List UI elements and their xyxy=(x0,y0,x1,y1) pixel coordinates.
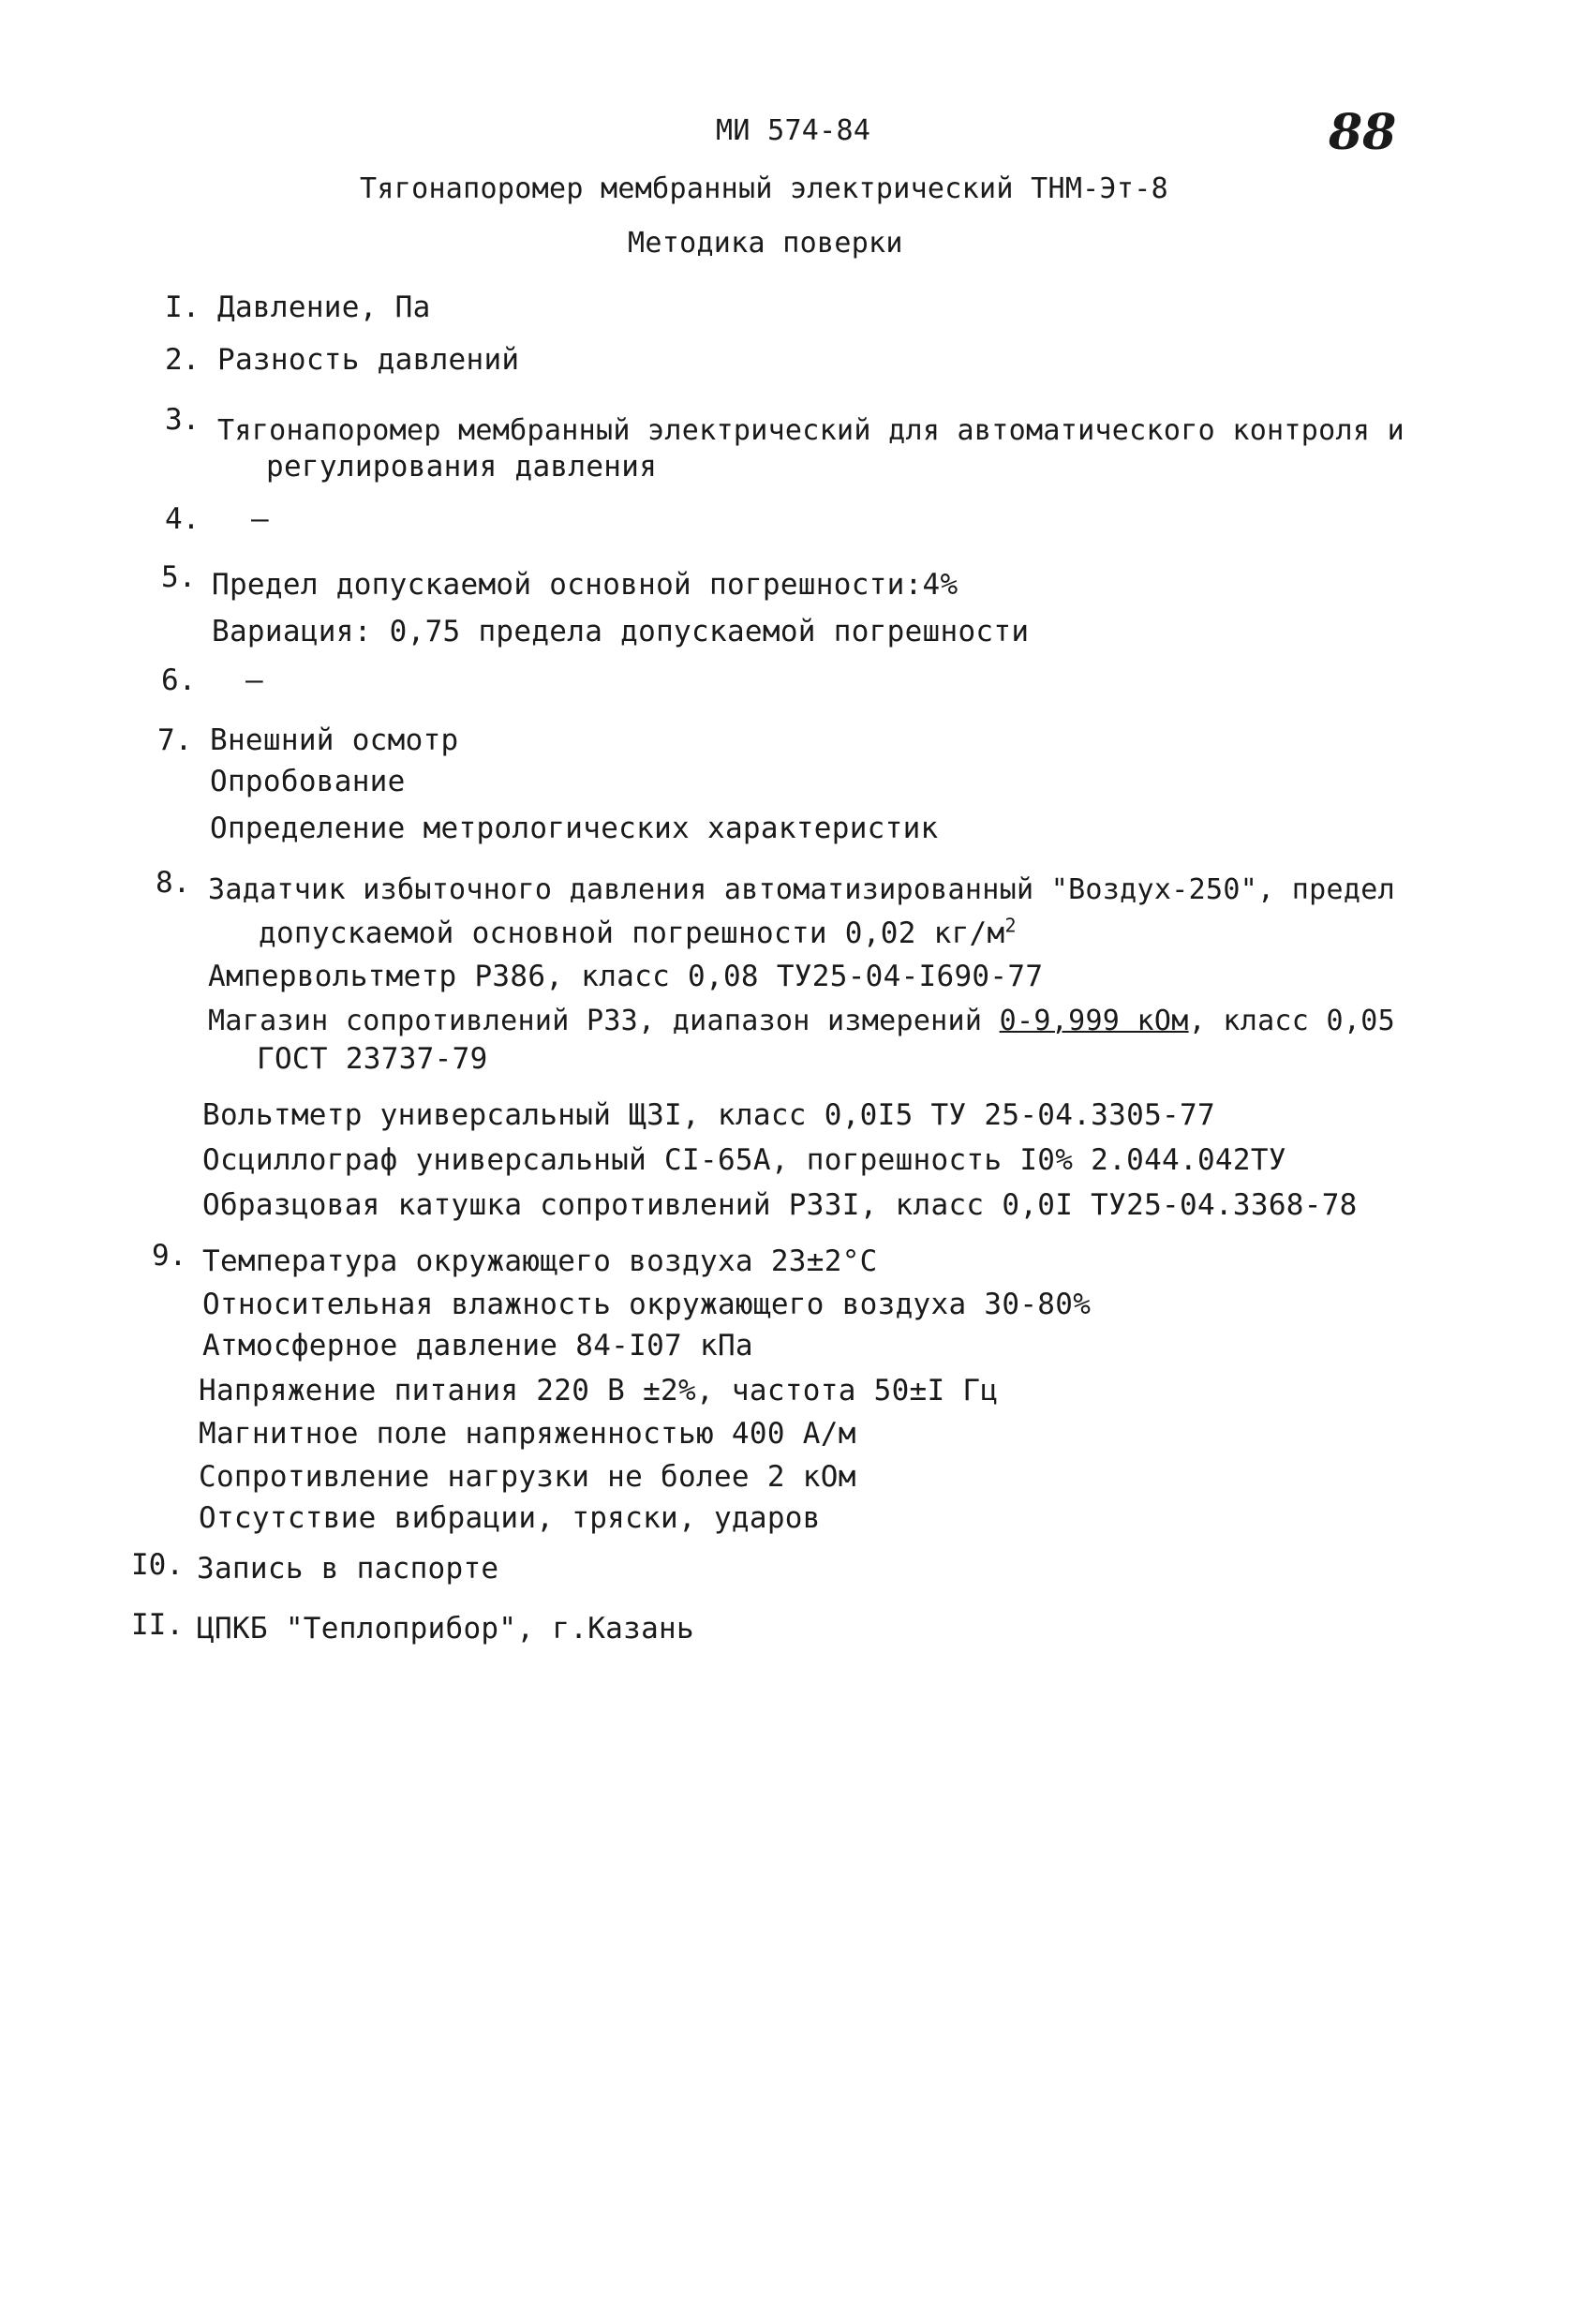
item-3-number: 3. xyxy=(165,403,201,437)
item-8-line-7: Осциллограф универсальный СI-65А, погрешность I0% 2.044.042ТУ xyxy=(202,1143,1286,1177)
item-5-number: 5. xyxy=(161,560,197,594)
item-9-line-5: Магнитное поле напряженностью 400 А/м xyxy=(199,1417,856,1451)
item-9-number: 9. xyxy=(152,1239,187,1273)
item-8-line-4-a: Магазин сопротивлений Р33, диапазон измерений xyxy=(208,1005,1000,1037)
item-2-text: Разность давлений xyxy=(217,343,520,377)
item-8-line-2 xyxy=(259,915,1017,952)
item-10-number: I0. xyxy=(131,1548,184,1582)
item-11-number: II. xyxy=(131,1608,184,1642)
doc-code: МИ 574-84 xyxy=(716,114,871,147)
item-10-text: Запись в паспорте xyxy=(197,1552,499,1586)
item-8-line-2-text: допускаемой основной погрешности 0,02 кг/м xyxy=(259,916,1005,950)
page-number: 88 xyxy=(1329,104,1397,161)
item-4-number: 4. xyxy=(165,502,201,536)
item-7-line-3: Определение метрологических характеристик xyxy=(210,812,939,845)
superscript-2: 2 xyxy=(1004,914,1017,937)
item-8-line-6: Вольтметр универсальный Щ3I, класс 0,0I5 ТУ 25-04.3305-77 xyxy=(202,1098,1215,1132)
item-8-line-3: Ампервольтметр Р386, класс 0,08 ТУ25-04-I690-77 xyxy=(208,960,1044,993)
item-9-line-6: Сопротивление нагрузки не более 2 кОм xyxy=(199,1460,856,1494)
item-8-line-4-range: 0-9,999 кОм xyxy=(999,1005,1189,1037)
item-8-number: 8. xyxy=(156,866,191,900)
item-7-line-2: Опробование xyxy=(210,765,406,798)
item-8-line-4-c: , класс 0,05 xyxy=(1188,1005,1395,1037)
item-3-line-1: Тягонапоромер мембранный электрический для автоматического контроля и xyxy=(217,414,1404,447)
item-3-line-2: регулирования давления xyxy=(266,450,658,484)
item-8-line-5: ГОСТ 23737-79 xyxy=(257,1042,488,1076)
item-9-line-1: Температура окружающего воздуха 23±2°С xyxy=(202,1244,878,1278)
item-1-text: Давление, Па xyxy=(217,290,431,324)
item-11-text: ЦПКБ "Теплоприбор", г.Казань xyxy=(197,1612,694,1646)
item-1-number: I. xyxy=(165,290,201,324)
item-8-line-8: Образцовая катушка сопротивлений Р33I, класс 0,0I ТУ25-04.3368-78 xyxy=(202,1188,1358,1222)
item-7-line-1: Внешний осмотр xyxy=(210,723,459,757)
item-8-line-4 xyxy=(208,1003,1395,1040)
item-8-line-1: Задатчик избыточного давления автоматизированный "Воздух-250", предел xyxy=(208,873,1395,906)
item-6-number: 6. xyxy=(161,663,197,697)
item-9-line-3: Атмосферное давление 84-I07 кПа xyxy=(202,1329,753,1363)
item-6-text: – xyxy=(245,663,263,697)
item-9-line-2: Относительная влажность окружающего воздуха 30-80% xyxy=(202,1288,1092,1321)
doc-subtitle: Методика поверки xyxy=(628,227,903,260)
item-4-text: – xyxy=(251,502,269,536)
item-7-number: 7. xyxy=(157,723,193,757)
doc-title: Тягонапоромер мембранный электрический ТНМ-Эт-8 xyxy=(360,172,1168,205)
item-9-line-7: Отсутствие вибрации, тряски, ударов xyxy=(199,1501,821,1535)
item-5-line-2: Вариация: 0,75 предела допускаемой погрешности xyxy=(212,615,1030,648)
item-5-line-1: Предел допускаемой основной погрешности:4% xyxy=(212,568,958,602)
item-2-number: 2. xyxy=(165,343,201,377)
item-9-line-4: Напряжение питания 220 В ±2%, частота 50±I Гц xyxy=(199,1374,999,1408)
